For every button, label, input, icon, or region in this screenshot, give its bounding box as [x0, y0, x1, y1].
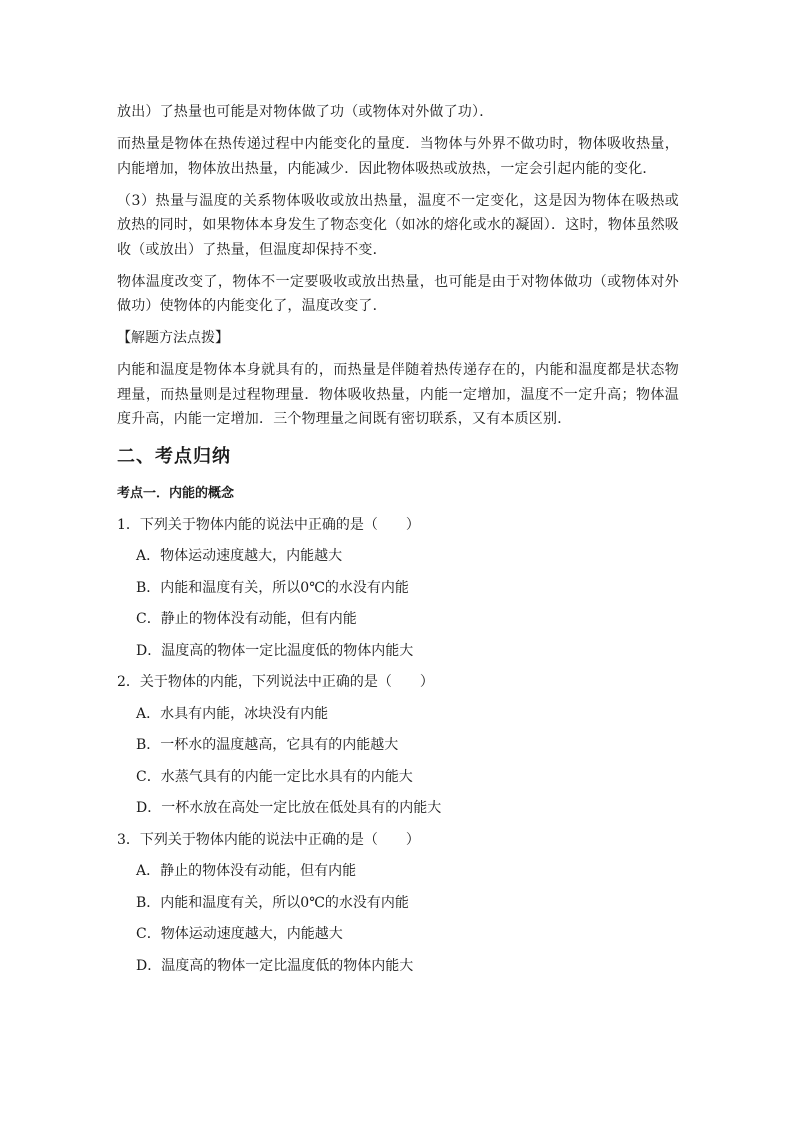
question-2 [117, 670, 679, 820]
method-paragraph: 内能和温度是物体本身就具有的，而热量是伴随着热传递存在的，内能和温度都是状态物理量，而热量则是过程物理量．物体吸收热量，内能一定增加，温度不一定升高；物体温度升高，内能一定增加．三个物理量之间既有密切联系，又有本质区别． [117, 362, 679, 427]
answer-option-b: B．内能和温度有关，所以0℃的水没有内能 [136, 894, 409, 911]
answer-option-c: C．水蒸气具有的内能一定比水具有的内能大 [136, 768, 413, 785]
answer-option-c: C．静止的物体没有动能，但有内能 [136, 611, 357, 627]
answer-option-b: B．内能和温度有关，所以0℃的水没有内能 [136, 579, 409, 596]
page-content [117, 100, 679, 985]
answer-options [117, 859, 679, 978]
explanation-paragraph: 物体温度改变了，物体不一定要吸收或放出热量，也可能是由于对物体做功（或物体对外做功）使物体的内能变化了，温度改变了． [117, 273, 679, 314]
section-heading: 二、考点归纳 [117, 445, 231, 467]
explanation-paragraph: 放出）了热量也可能是对物体做了功（或物体对外做了功）． [117, 104, 494, 120]
answer-option-a: A．静止的物体没有动能，但有内能 [136, 863, 357, 879]
explanation-paragraph: （3）热量与温度的关系物体吸收或放出热量，温度不一定变化，这是因为物体在吸热或放热的同时，如果物体本身发生了物态变化（如冰的熔化或水的凝固）．这时，物体虽然吸收（或放出）了热量，但温度却保持不变． [117, 192, 679, 258]
explanation-paragraph: 而热量是物体在热传递过程中内能变化的量度．当物体与外界不做功时，物体吸收热量，内能增加，物体放出热量，内能减少．因此物体吸热或放热，一定会引起内能的变化． [117, 136, 679, 177]
answer-option-a: A．物体运动速度越大，内能越大 [136, 548, 343, 564]
answer-option-a: A．水具有内能，冰块没有内能 [136, 705, 329, 722]
question-3 [117, 828, 679, 978]
answer-option-c: C．物体运动速度越大，内能越大 [136, 926, 343, 942]
answer-option-d: D．温度高的物体一定比温度低的物体内能大 [136, 957, 414, 974]
method-heading: 【解题方法点拨】 [117, 330, 229, 346]
question-stem: 2．关于物体的内能，下列说法中正确的是（ ） [117, 674, 434, 690]
question-stem: 3．下列关于物体内能的说法中正确的是（ ） [117, 831, 420, 848]
topic-subheading: 考点一．内能的概念 [117, 485, 235, 501]
question-1 [117, 513, 679, 663]
answer-option-d: D．一杯水放在高处一定比放在低处具有的内能大 [136, 800, 442, 816]
answer-option-b: B．一杯水的温度越高，它具有的内能越大 [136, 737, 399, 753]
answer-options [117, 544, 679, 663]
answer-options [117, 702, 679, 821]
question-stem: 1．下列关于物体内能的说法中正确的是（ ） [117, 516, 420, 533]
answer-option-d: D．温度高的物体一定比温度低的物体内能大 [136, 642, 414, 659]
